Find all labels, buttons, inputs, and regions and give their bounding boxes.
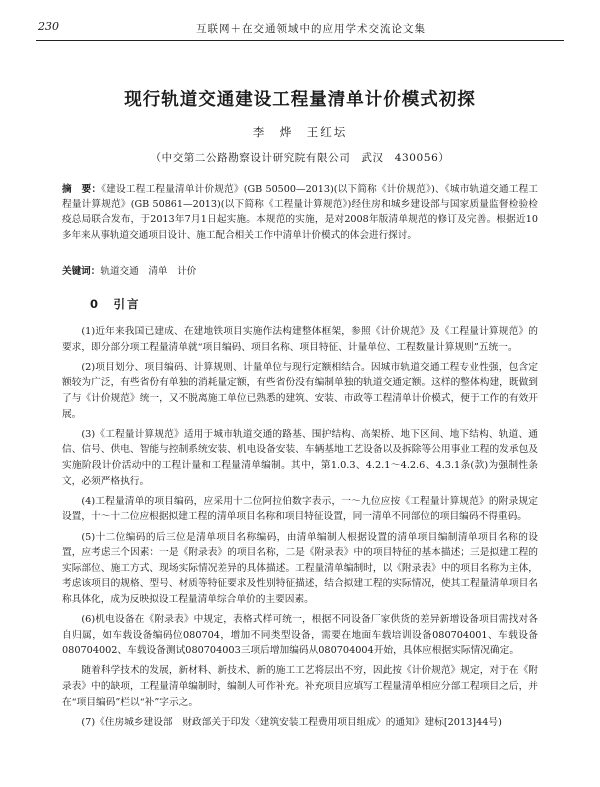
- running-header: [36, 18, 564, 41]
- paragraph: (3)《工程量计算规范》适用于城市轨道交通的路基、围护结构、高架桥、地下区间、地下结构、轨道、通信、信号、供电、智能与控制系统安装、机电设备安装、车辆基地工艺设备以及拆除等公用事业工程的发承包及实施阶段计价活动中的工程计量和工程量清单编制。其中，第1.0.3、4.2.1～4.2.6、4.3.1条(款)为强制性条文，必须严格执行。: [62, 428, 538, 487]
- paper-title: 现行轨道交通建设工程量清单计价模式初探: [124, 90, 476, 110]
- paragraph: (1)近年来我国已建成、在建地铁项目实施作法构建整体框架，参照《计价规范》及《工程量计算规范》的要求，即分部分项工程量清单就“项目编码、项目名称、项目特征、计量单位、工程数量计算规则”五统一。: [62, 326, 538, 353]
- abstract: [62, 182, 538, 243]
- keywords-label: 关键词：: [62, 266, 101, 277]
- keywords-text: 轨道交通 清单 计价: [100, 266, 197, 277]
- abstract-label: 摘 要：: [62, 184, 102, 195]
- paragraph: (4)工程量清单的项目编码，应采用十二位阿拉伯数字表示，一～九位应按《工程量计算规范》的附录规定设置，十～十二位应根据拟建工程的清单项目名称和项目特征设置，同一清单不同部位的项目编码不得重码。: [62, 495, 538, 523]
- running-title: 互联网＋在交通领域中的应用学术交流论文集: [196, 23, 426, 35]
- paragraph: (2)项目划分、项目编码、计算规则、计量单位与现行定额相结合。因城市轨道交通工程专业性强，包含定额较为广泛，有些省份有单独的消耗量定额，有些省份没有编制单独的轨道交通定额。这样的整体构建，既做到了与《计价规范》统一，又不脱离施工单位已熟悉的建筑、安装、市政等工程清单计价模式，便于工作的有效开展。: [62, 361, 538, 420]
- page-number: 230: [38, 20, 59, 33]
- paragraph: (5)十二位编码的后三位是清单项目名称编码，由清单编制人根据设置的清单项目编制清单项目名称的设置，应考虑三个因素：一是《附录表》的项目名称，二是《附录表》中的项目特征的基本描述；三是拟建工程的实际部位、施工方式、现场实际情况差异的具体描述。工程量清单编制时，以《附录表》中的项目名称为主体，考虑该项目的规格、型号、材质等特征要求及性别特征描述，结合拟建工程的实际情况，使其工程量清单项目名称具体化，成为反映拟设工程量清单综合单价的主要因素。: [62, 531, 538, 605]
- keywords: [62, 263, 538, 277]
- abstract-text: 《建设工程工程量清单计价规范》(GB 50500—2013)(以下简称《计价规范》)、《城市轨道交通工程工程量计算规范》(GB 50861—2013)(以下简称《工程量计算规范》)经住房和城乡建设部与国家质量监督检验检疫总局联合发布，于2013年7月1日起实施。本规范的实施，是对2008年版清单规范的修订及完善。根据近10多年来从事轨道交通项目设计、施工配合相关工作中清单计价模式的体会进行探讨。: [62, 184, 539, 241]
- paragraph: (6)机电设备在《附录表》中规定，表格式样可统一，根据不同设备厂家供货的差异新增设备项目需找对各自归属，如车载设备编码位080704，增加不同类型设备，需要在地面车载培训设备080704001、车载设备080704002、车载设备测试080704003三项后增加编码从080704004开始，具体应根据实际情况确定。: [62, 614, 538, 657]
- paragraph: 随着科学技术的发展，新材料、新技术、新的施工工艺将层出不穷，因此按《计价规范》规定，对于在《附录表》中的缺项，工程量清单编制时，编制人可作补充。补充项目应填写工程量清单相应分部工程项目之后，并在“项目编码”栏以“补”字示之。: [62, 665, 538, 708]
- author-affiliation: （中交第二公路勘察设计研究院有限公司 武汉 430056）: [150, 152, 450, 164]
- paragraph: (7)《住房城乡建设部 财政部关于印发〈建筑安装工程费用项目组成〉的通知》建标[2013]44号): [81, 716, 502, 728]
- section-heading-introduction: 0 引言: [90, 297, 141, 311]
- body-text: [62, 324, 538, 735]
- author-list: 李 烨 王红坛: [252, 125, 348, 139]
